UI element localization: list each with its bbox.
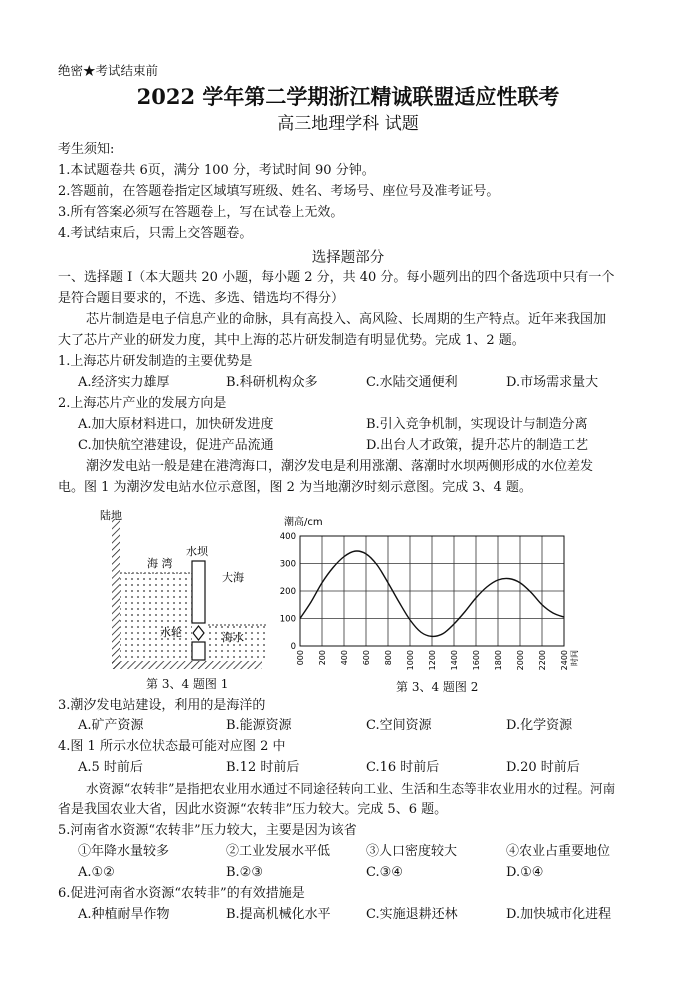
y-tick-label: 0 xyxy=(290,642,296,652)
figure-1-caption: 第 3、4 题图 1 xyxy=(146,677,229,691)
option[interactable]: D.加快城市化进程 xyxy=(506,907,612,922)
x-tick-label: 1600 xyxy=(472,650,481,671)
notice-heading: 考生须知: xyxy=(58,142,115,157)
option[interactable]: D.①④ xyxy=(506,865,544,880)
option[interactable]: A.①② xyxy=(78,865,115,880)
exam-title: 2022 学年第二学期浙江精诚联盟适应性联考 xyxy=(136,84,560,109)
x-tick-label: 200 xyxy=(318,650,327,666)
label-bay: 海 湾 xyxy=(147,557,173,570)
passage-2: 潮汐发电站一般是建在港湾海口，潮汐发电是利用涨潮、落潮时水坝两侧形成的水位差发 xyxy=(86,459,594,474)
statement: ①年降水量较多 xyxy=(78,844,170,859)
bay-water xyxy=(120,573,192,661)
passage-1: 大了芯片产业的研发力度，其中上海的芯片研发制造有明显优势。完成 1、2 题。 xyxy=(58,333,525,348)
sea-floor xyxy=(112,661,262,669)
passage-1: 芯片制造是电子信息产业的命脉，具有高投入、高风险、长周期的生产特点。近年来我国加 xyxy=(86,312,607,327)
label-land: 陆地 xyxy=(100,509,122,522)
section-title: 选择题部分 xyxy=(311,250,385,266)
y-axis-label: 潮高/cm xyxy=(284,517,323,528)
x-axis-label: 时间 xyxy=(570,650,579,666)
q4-stem: 4.图 1 所示水位状态最可能对应图 2 中 xyxy=(58,739,286,754)
option[interactable]: C.16 时前后 xyxy=(366,760,440,775)
q2-stem: 2.上海芯片产业的发展方向是 xyxy=(58,396,227,411)
statement: ③人口密度较大 xyxy=(366,844,458,859)
y-tick-label: 400 xyxy=(279,532,296,542)
statement: ②工业发展水平低 xyxy=(226,844,331,859)
notice-item: 2.答题前，在答题卷指定区域填写班级、姓名、考场号、座位号及准考证号。 xyxy=(58,184,500,199)
option[interactable]: A.经济实力雄厚 xyxy=(78,375,170,390)
turbine-icon xyxy=(193,626,204,640)
option[interactable]: C.水陆交通便利 xyxy=(366,375,458,390)
option[interactable]: D.市场需求量大 xyxy=(506,375,599,390)
x-tick-label: 1400 xyxy=(450,650,459,671)
notice-item: 1.本试题卷共 6页，满分 100 分，考试时间 90 分钟。 xyxy=(58,163,375,178)
option[interactable]: B.能源资源 xyxy=(226,718,292,733)
passage-3: 水资源“农转非”是指把农业用水通过不同途径转向工业、生活和生态等非农业用水的过程。河南 xyxy=(86,781,616,796)
x-tick-label: 600 xyxy=(362,650,371,666)
option[interactable]: B.引入竞争机制，实现设计与制造分离 xyxy=(366,417,588,432)
q5-stem: 5.河南省水资源“农转非”压力较大，主要是因为该省 xyxy=(58,823,357,838)
statement: ④农业占重要地位 xyxy=(506,844,611,859)
x-tick-label: 1800 xyxy=(494,650,503,671)
label-seawater: 海水 xyxy=(222,631,244,644)
option[interactable]: D.20 时前后 xyxy=(506,760,580,775)
figure-2-caption: 第 3、4 题图 2 xyxy=(396,680,479,694)
q3-stem: 3.潮汐发电站建设，利用的是海洋的 xyxy=(58,698,266,713)
option[interactable]: A.种植耐旱作物 xyxy=(78,907,170,922)
option[interactable]: C.空间资源 xyxy=(366,718,432,733)
x-tick-label: 1200 xyxy=(428,650,437,671)
passage-3: 省是我国农业大省，因此水资源“农转非”压力较大。完成 5、6 题。 xyxy=(58,802,448,817)
option[interactable]: D.化学资源 xyxy=(506,718,573,733)
label-turbine: 水轮 xyxy=(160,626,182,639)
x-tick-label: 2400 xyxy=(560,650,569,671)
option[interactable]: A.5 时前后 xyxy=(78,760,143,775)
q6-stem: 6.促进河南省水资源“农转非”的有效措施是 xyxy=(58,886,305,901)
y-tick-label: 300 xyxy=(279,559,296,570)
option[interactable]: B.提高机械化水平 xyxy=(226,907,331,922)
option[interactable]: C.③④ xyxy=(366,865,403,880)
y-tick-label: 200 xyxy=(279,587,296,597)
q1-stem: 1.上海芯片研发制造的主要优势是 xyxy=(58,354,253,369)
dam-base xyxy=(192,642,205,660)
x-tick-label: 800 xyxy=(384,650,393,666)
part-intro: 是符合题目要求的，不选、多选、错选均不得分） xyxy=(58,291,345,306)
option[interactable]: C.加快航空港建设，促进产品流通 xyxy=(78,438,274,453)
passage-2: 电。图 1 为潮汐发电站水位示意图，图 2 为当地潮汐时刻示意图。完成 3、4 题。 xyxy=(58,480,532,495)
option[interactable]: B.②③ xyxy=(226,865,263,880)
y-tick-label: 100 xyxy=(279,614,296,625)
x-tick-label: 000 xyxy=(296,650,305,666)
label-sea: 大海 xyxy=(222,571,244,584)
secret-label: 绝密★考试结束前 xyxy=(58,63,159,78)
option[interactable]: B.12 时前后 xyxy=(226,760,300,775)
dam xyxy=(192,561,205,623)
option[interactable]: D.出台人才政策，提升芯片的制造工艺 xyxy=(366,438,589,453)
option[interactable]: A.矿产资源 xyxy=(78,718,144,733)
figure-1-tidal-station xyxy=(100,505,270,675)
x-tick-label: 1000 xyxy=(406,650,415,671)
x-tick-label: 400 xyxy=(340,650,349,666)
notice-item: 4.考试结束后，只需上交答题卷。 xyxy=(58,226,253,241)
option[interactable]: B.科研机构众多 xyxy=(226,375,318,390)
land-wall xyxy=(112,519,120,669)
label-dam: 水坝 xyxy=(186,545,208,558)
notice-item: 3.所有答案必须写在答题卷上，写在试卷上无效。 xyxy=(58,205,344,220)
x-tick-label: 2000 xyxy=(516,650,525,671)
exam-subtitle: 高三地理学科 试题 xyxy=(277,114,419,134)
option[interactable]: C.实施退耕还林 xyxy=(366,907,458,922)
option[interactable]: A.加大原材料进口，加快研发进度 xyxy=(78,417,274,432)
x-tick-label: 2200 xyxy=(538,650,547,671)
part-intro: 一、选择题 Ⅰ（本大题共 20 小题，每小题 2 分，共 40 分。每小题列出的四个备选项中只有一个 xyxy=(58,270,615,285)
figure-2-tide-chart xyxy=(278,508,590,678)
